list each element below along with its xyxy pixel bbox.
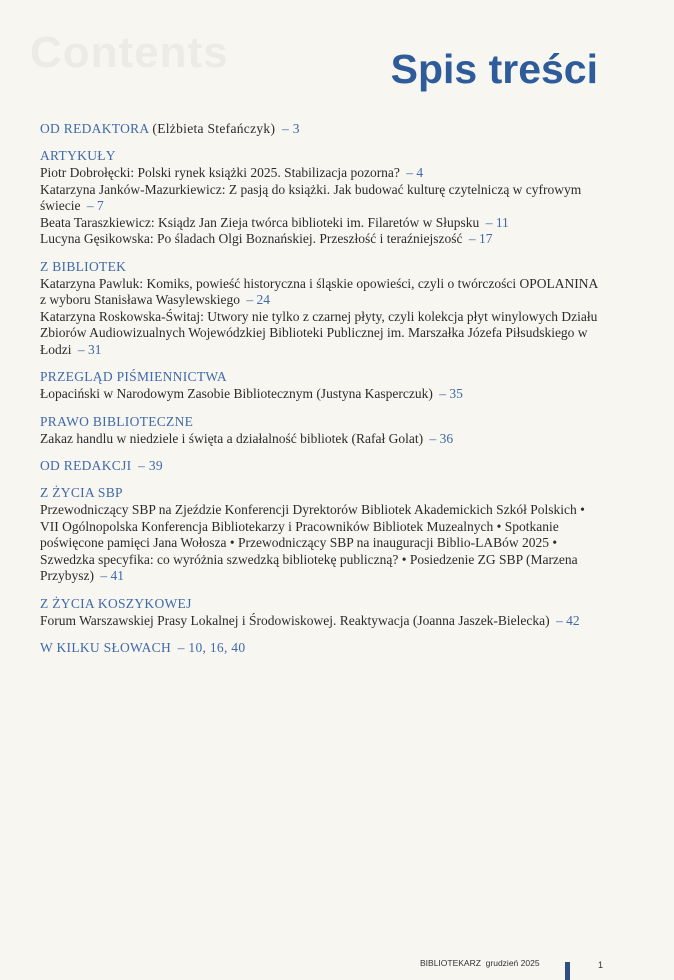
toc-section [40, 413, 600, 448]
entry-title: Zakaz handlu w niedziele i święta a działalność bibliotek (Rafał Golat) [40, 430, 424, 446]
entry-title: Łopaciński w Narodowym Zasobie Bibliotecznym (Justyna Kasperczuk) [40, 386, 433, 401]
entry-page-number: 41 [110, 568, 124, 583]
section-heading [40, 595, 600, 612]
toc-entry[interactable]: Lucyna Gęsikowska: Po śladach Olgi Boznańskiej. Przeszłość i teraźniejszość – 17 [40, 231, 493, 246]
entry-page-number: 11 [495, 214, 509, 230]
toc-section [40, 120, 600, 137]
section-heading-text: OD REDAKCJI [40, 458, 132, 473]
section-heading: W KILKU SŁOWACH – 10, 16, 40 [40, 640, 246, 655]
section-heading: OD REDAKCJI – 39 [40, 458, 163, 473]
toc-section [40, 595, 600, 630]
entry-title: Przewodniczący SBP na Zjeździe Konferencji Dyrektorów Bibliotek Akademickich Szkół Polskich • VII Ogólnopolska Konferencja Bibliotekarzy i Pracowników Bibliotek Muzealnych • Spotkanie poświęcone pamięci Jana Wołosza • Przewodniczący SBP na inauguracji Biblio-LABów 2025 • Szwedzka specyfika: co wyróżnia szwedzką bibliotekę publiczną? • Posiedzenie ZG SBP (Marzena Przybysz) [40, 502, 585, 583]
entry-page-number: 42 [566, 612, 580, 628]
entry-page-number: 17 [479, 231, 493, 246]
entry-page-number: 35 [449, 386, 463, 401]
entry-page-number: 24 [256, 292, 271, 307]
footer-page-number: 1 [598, 960, 604, 970]
table-of-contents [40, 120, 600, 666]
section-page-number: 39 [148, 458, 163, 473]
page-title: Spis treści [390, 46, 598, 92]
toc-section [40, 258, 600, 359]
section-heading [40, 413, 600, 430]
section-heading-text: Z BIBLIOTEK [40, 258, 127, 274]
footer-issue: grudzień 2025 [485, 958, 540, 968]
section-heading: OD REDAKTORA (Elżbieta Stefańczyk) – 3 [40, 121, 300, 136]
toc-entry[interactable]: Katarzyna Janków-Mazurkiewicz: Z pasją do książki. Jak budować kulturę czytelniczą w cyfrowym świecie – 7 [40, 181, 582, 213]
toc-section [40, 368, 600, 403]
entry-title: Katarzyna Pawluk: Komiks, powieść historyczna i śląskie opowieści, czyli o twórczości OPOLANINA z wyboru Stanisława Wasylewskiego [40, 275, 598, 307]
section-heading-text: Z ŻYCIA KOSZYKOWEJ [40, 595, 192, 611]
toc-section [40, 457, 600, 474]
section-heading [40, 484, 600, 501]
entry-page-number: 31 [88, 341, 102, 357]
footer-journal-name: BIBLIOTEKARZ [420, 958, 481, 968]
section-page-number: 3 [292, 121, 300, 136]
section-page-number: 10, 16, 40 [188, 640, 246, 655]
entry-page-number: 36 [439, 430, 454, 446]
section-heading [40, 147, 600, 164]
section-heading-text: W KILKU SŁOWACH [40, 640, 171, 655]
toc-entry[interactable]: Beata Taraszkiewicz: Ksiądz Jan Zieja twórca biblioteki im. Filaretów w Słupsku – 11 [40, 214, 509, 230]
section-heading-text: PRZEGLĄD PIŚMIENNICTWA [40, 369, 227, 384]
section-heading [40, 258, 600, 275]
entry-title: Katarzyna Roskowska-Świtaj: Utwory nie tylko z czarnej płyty, czyli kolekcja płyt winylowych Działu Zbiorów Audiowizualnych Wojewódzkiej Biblioteki Publicznej im. Marszałka Józefa Piłsudskiego w Łodzi [40, 308, 598, 357]
section-heading-text: OD REDAKTORA [40, 121, 149, 136]
ghost-title: Contents [30, 28, 229, 77]
section-heading-text: PRAWO BIBLIOTECZNE [40, 413, 194, 429]
section-heading [40, 368, 600, 385]
toc-entry[interactable]: Łopaciński w Narodowym Zasobie Bibliotecznym (Justyna Kasperczuk) – 35 [40, 386, 463, 401]
toc-entry[interactable]: Przewodniczący SBP na Zjeździe Konferencji Dyrektorów Bibliotek Akademickich Szkół Polskich • VII Ogólnopolska Konferencja Bibliotekarzy i Pracowników Bibliotek Muzealnych • Spotkanie poświęcone pamięci Jana Wołosza • Przewodniczący SBP na inauguracji Biblio-LABów 2025 • Szwedzka specyfika: co wyróżnia szwedzką bibliotekę publiczną? • Posiedzenie ZG SBP (Marzena Przybysz) – 41 [40, 502, 585, 583]
section-heading-author: (Elżbieta Stefańczyk) [148, 121, 276, 136]
section-heading-text: Z ŻYCIA SBP [40, 485, 123, 500]
footer-accent-bar [565, 962, 570, 980]
entry-title: Katarzyna Janków-Mazurkiewicz: Z pasją do książki. Jak budować kulturę czytelniczą w cyfrowym świecie [40, 181, 582, 213]
entry-title: Beata Taraszkiewicz: Ksiądz Jan Zieja twórca biblioteki im. Filaretów w Słupsku [40, 214, 480, 230]
toc-section [40, 484, 600, 585]
toc-entry[interactable]: Katarzyna Roskowska-Świtaj: Utwory nie tylko z czarnej płyty, czyli kolekcja płyt winylowych Działu Zbiorów Audiowizualnych Wojewódzkiej Biblioteki Publicznej im. Marszałka Józefa Piłsudskiego w Łodzi – 31 [40, 308, 598, 357]
toc-entry[interactable]: Katarzyna Pawluk: Komiks, powieść historyczna i śląskie opowieści, czyli o twórczości OPOLANINA z wyboru Stanisława Wasylewskiego – 24 [40, 275, 598, 307]
entry-page-number: 4 [416, 165, 424, 180]
toc-entry[interactable]: Piotr Dobrołęcki: Polski rynek książki 2025. Stabilizacja pozorna? – 4 [40, 165, 424, 180]
entry-title: Forum Warszawskiej Prasy Lokalnej i Środowiskowej. Reaktywacja (Joanna Jaszek-Bielecka) [40, 612, 550, 628]
toc-entry[interactable]: Zakaz handlu w niedziele i święta a działalność bibliotek (Rafał Golat) – 36 [40, 430, 454, 446]
toc-entry[interactable]: Forum Warszawskiej Prasy Lokalnej i Środowiskowej. Reaktywacja (Joanna Jaszek-Bielecka) – 42 [40, 612, 580, 628]
footer-journal-info [420, 958, 540, 968]
toc-section [40, 147, 600, 248]
toc-section [40, 639, 600, 656]
entry-page-number: 7 [96, 198, 104, 213]
section-heading-text: ARTYKUŁY [40, 148, 116, 163]
entry-title: Lucyna Gęsikowska: Po śladach Olgi Boznańskiej. Przeszłość i teraźniejszość [40, 231, 463, 246]
entry-title: Piotr Dobrołęcki: Polski rynek książki 2025. Stabilizacja pozorna? [40, 165, 400, 180]
